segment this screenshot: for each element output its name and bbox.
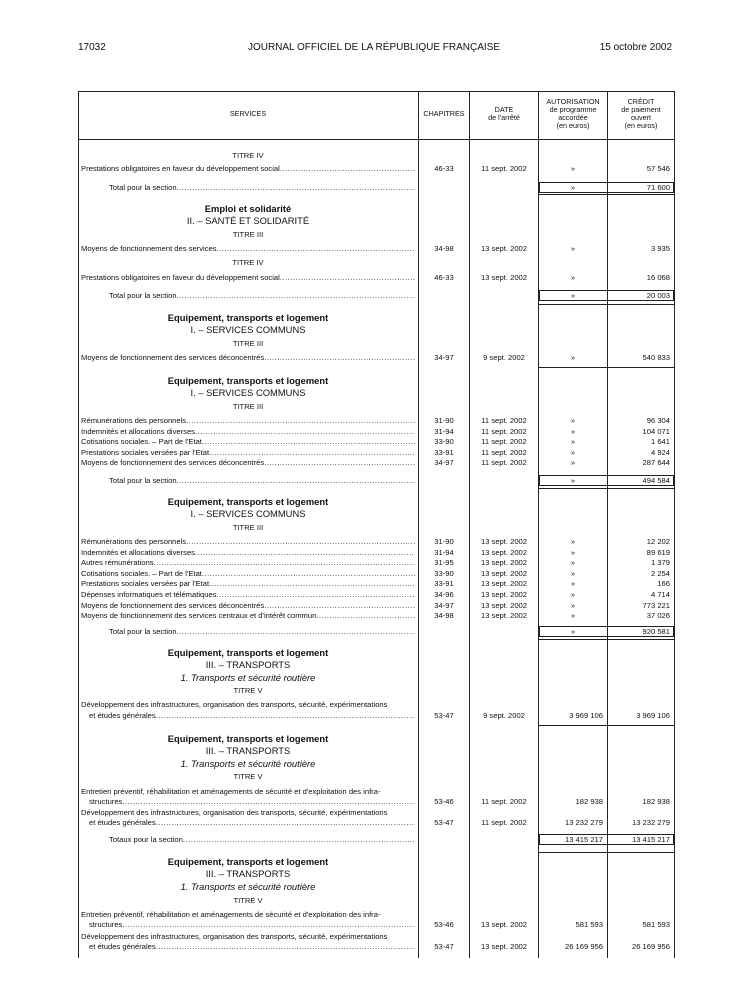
- credit-cell: 13 232 279: [631, 818, 670, 827]
- date-cell: 11 sept. 2002: [481, 164, 527, 173]
- credit-cell: 3 969 106: [636, 711, 670, 720]
- date-cell: 13 sept. 2002: [480, 537, 528, 546]
- credit-cell: 3 935: [650, 244, 670, 253]
- titre-label: TITRE IV: [232, 151, 264, 160]
- row-label-line: Développement des infrastructures, organisation des transports, sécurité, expérimentations: [81, 700, 388, 709]
- autorisation-cell: 13 232 279: [564, 818, 603, 827]
- date-cell: 13 sept. 2002: [480, 579, 528, 589]
- table-row: Autres rémunérations .....: [81, 558, 415, 567]
- table-row: Prestations obligatoires en faveur du développement social .....: [81, 164, 415, 173]
- block-rule: [538, 639, 674, 640]
- subsection-title: 1. Transports et sécurité routière: [180, 758, 316, 769]
- autorisation-cell: »: [570, 476, 576, 485]
- chapter-cell: 53-46: [434, 797, 454, 806]
- titre-label: TITRE III: [232, 523, 264, 532]
- subsection-title: 1. Transports et sécurité routière: [180, 881, 316, 892]
- autorisation-cell: »: [570, 537, 576, 546]
- section-subtitle: I. – SERVICES COMMUNS: [190, 508, 306, 519]
- credit-cell: 26 169 956: [631, 942, 670, 951]
- chapter-cell: 53-46: [434, 920, 454, 929]
- block-rule: [538, 194, 674, 195]
- credit-cell: 494 584: [642, 476, 670, 485]
- chapter-cell: 34-98: [434, 611, 454, 621]
- chapter-cell: 31-95: [434, 558, 454, 568]
- table-row: Cotisations sociales. – Part de l'Etat .....: [81, 437, 415, 446]
- credit-cell: 71 600: [646, 183, 670, 192]
- section-subtitle: I. – SERVICES COMMUNS: [190, 387, 306, 398]
- table-row: Moyens de fonctionnement des services déconcentrés .....: [81, 601, 415, 610]
- col-rule: [674, 91, 675, 958]
- chapter-cell: 34-96: [434, 590, 454, 599]
- titre-label: TITRE III: [232, 230, 264, 239]
- chapter-cell: 34-97: [434, 600, 454, 610]
- chapter-cell: 53-47: [434, 942, 454, 951]
- col-header-autorisation: AUTORISATION de programme accordée (en euros): [546, 97, 600, 130]
- date-cell: 13 sept. 2002: [480, 244, 528, 253]
- table-top-rule: [78, 91, 674, 92]
- autorisation-cell: »: [570, 568, 576, 578]
- section-title: Equipement, transports et logement: [167, 496, 329, 507]
- credit-cell: 4 714: [650, 590, 670, 599]
- table-row: structures .....: [89, 920, 415, 929]
- col-header-credit: CRÉDIT de paiement ouvert (en euros): [621, 97, 661, 130]
- autorisation-cell: »: [570, 627, 576, 636]
- block-rule: [538, 367, 674, 368]
- credit-cell: 1 379: [650, 558, 670, 568]
- section-subtitle: III. – TRANSPORTS: [205, 868, 291, 879]
- credit-cell: 166: [657, 579, 670, 589]
- table-row: et études générales .....: [89, 942, 415, 951]
- date-cell: 11 sept. 2002: [481, 426, 527, 436]
- titre-label: TITRE III: [232, 339, 264, 348]
- date-cell: 13 sept. 2002: [480, 273, 528, 282]
- col-header-services: SERVICES: [229, 109, 267, 118]
- date-cell: 11 sept. 2002: [481, 458, 527, 467]
- date-cell: 11 sept. 2002: [481, 797, 527, 806]
- autorisation-cell: »: [570, 447, 576, 457]
- date-cell: 9 sept. 2002: [483, 711, 525, 720]
- date-cell: 11 sept. 2002: [481, 447, 527, 457]
- credit-cell: 581 593: [642, 920, 670, 929]
- date-cell: 13 sept. 2002: [480, 547, 528, 557]
- autorisation-cell: »: [570, 291, 576, 300]
- credit-cell: 540 833: [642, 353, 670, 362]
- header-rule: [78, 139, 674, 140]
- autorisation-cell: »: [570, 611, 576, 621]
- autorisation-cell: »: [570, 164, 576, 173]
- credit-cell: 287 644: [642, 458, 670, 467]
- credits-table: [78, 91, 674, 958]
- total-row: Total pour la section .....: [109, 476, 415, 485]
- table-row: Indemnités et allocations diverses .....: [81, 427, 415, 436]
- credit-cell: 773 221: [642, 600, 670, 610]
- autorisation-cell: »: [570, 353, 576, 362]
- chapter-cell: 31-90: [434, 537, 454, 546]
- table-row: Dépenses informatiques et télématiques .....: [81, 590, 415, 599]
- table-row: et études générales .....: [89, 818, 415, 827]
- chapter-cell: 31-94: [434, 547, 454, 557]
- section-title: Emploi et solidarité: [204, 203, 292, 214]
- credit-cell: 12 202: [646, 537, 670, 546]
- date-cell: 11 sept. 2002: [481, 416, 527, 425]
- credit-cell: 920 581: [642, 627, 670, 636]
- autorisation-cell: »: [570, 273, 576, 282]
- credit-cell: 104 071: [642, 426, 670, 436]
- row-label-line: Entretien préventif, réhabilitation et aménagements de sécurité et d'exploitation des infra-: [81, 910, 381, 919]
- row-label-line: Développement des infrastructures, organisation des transports, sécurité, expérimentations: [81, 932, 388, 941]
- autorisation-cell: »: [570, 183, 576, 192]
- table-row: Moyens de fonctionnement des services déconcentrés .....: [81, 458, 415, 467]
- table-row: Moyens de fonctionnement des services centraux et d'intérêt commun .....: [81, 611, 415, 620]
- titre-label: TITRE III: [232, 402, 264, 411]
- autorisation-cell: »: [570, 458, 576, 467]
- table-row: Prestations obligatoires en faveur du développement social .....: [81, 273, 415, 282]
- credit-cell: 16 068: [646, 273, 670, 282]
- date-cell: 11 sept. 2002: [481, 437, 527, 446]
- section-subtitle: III. – TRANSPORTS: [205, 659, 291, 670]
- titre-label: TITRE V: [233, 686, 263, 695]
- page-number: 17032: [78, 42, 106, 53]
- autorisation-cell: 182 938: [575, 797, 603, 806]
- autorisation-cell: 3 969 106: [569, 711, 603, 720]
- col-rule: [538, 91, 539, 958]
- chapter-cell: 33-91: [434, 447, 454, 457]
- credit-cell: 1 641: [650, 437, 670, 446]
- credit-cell: 182 938: [642, 797, 670, 806]
- chapter-cell: 34-97: [434, 353, 454, 362]
- chapter-cell: 34-97: [434, 458, 454, 467]
- chapter-cell: 33-90: [434, 437, 454, 446]
- chapter-cell: 46-33: [434, 273, 454, 282]
- table-row: Prestations sociales versées par l'Etat .....: [81, 579, 415, 588]
- autorisation-cell: »: [570, 600, 576, 610]
- total-row: Total pour la section .....: [109, 627, 415, 636]
- autorisation-cell: »: [570, 590, 576, 599]
- block-rule: [538, 304, 674, 305]
- date-cell: 9 sept. 2002: [483, 353, 525, 362]
- date-cell: 13 sept. 2002: [480, 942, 528, 951]
- total-row: Totaux pour la section .....: [109, 835, 415, 844]
- table-row: Moyens de fonctionnement des services déconcentrés .....: [81, 353, 415, 362]
- total-row: Total pour la section .....: [109, 183, 415, 192]
- date-cell: 11 sept. 2002: [481, 818, 527, 827]
- credit-cell: 57 546: [646, 164, 670, 173]
- chapter-cell: 34-98: [434, 244, 454, 253]
- credit-cell: 2 254: [650, 568, 670, 578]
- section-subtitle: III. – TRANSPORTS: [205, 745, 291, 756]
- section-subtitle: I. – SERVICES COMMUNS: [190, 324, 306, 335]
- table-row: Rémunérations des personnels .....: [81, 537, 415, 546]
- autorisation-cell: »: [570, 416, 576, 425]
- date-cell: 13 sept. 2002: [480, 568, 528, 578]
- chapter-cell: 31-94: [434, 426, 454, 436]
- credit-cell: 20 003: [646, 291, 670, 300]
- total-row: Total pour la section .....: [109, 291, 415, 300]
- table-row: Cotisations sociales. – Part de l'Etat .....: [81, 569, 415, 578]
- autorisation-cell: »: [570, 579, 576, 589]
- journal-title: JOURNAL OFFICIEL DE LA RÉPUBLIQUE FRANÇAISE: [247, 42, 501, 53]
- section-title: Equipement, transports et logement: [167, 647, 329, 658]
- col-rule: [607, 91, 608, 958]
- autorisation-cell: »: [570, 437, 576, 446]
- col-header-chapitres: CHAPITRES: [423, 109, 465, 118]
- block-rule: [538, 725, 674, 726]
- titre-label: TITRE V: [233, 772, 263, 781]
- chapter-cell: 46-33: [434, 164, 454, 173]
- chapter-cell: 53-47: [434, 818, 454, 827]
- block-rule: [538, 488, 674, 489]
- chapter-cell: 31-90: [434, 416, 454, 425]
- publication-date: 15 octobre 2002: [599, 42, 672, 53]
- row-label-line: Développement des infrastructures, organisation des transports, sécurité, expérimentations: [81, 808, 388, 817]
- autorisation-cell: »: [570, 547, 576, 557]
- col-rule: [469, 91, 470, 958]
- table-row: Moyens de fonctionnement des services .....: [81, 244, 415, 253]
- autorisation-cell: »: [570, 244, 576, 253]
- credit-cell: 4 924: [650, 447, 670, 457]
- date-cell: 13 sept. 2002: [480, 558, 528, 568]
- section-title: Equipement, transports et logement: [167, 375, 329, 386]
- table-row: et études générales .....: [89, 711, 415, 720]
- col-header-date: DATE de l'arrêté: [488, 105, 520, 122]
- credit-cell: 89 619: [646, 547, 670, 557]
- row-label-line: Entretien préventif, réhabilitation et aménagements de sécurité et d'exploitation des infra-: [81, 787, 381, 796]
- subsection-title: 1. Transports et sécurité routière: [180, 672, 316, 683]
- credit-cell: 13 415 217: [631, 835, 670, 844]
- table-row: Rémunérations des personnels .....: [81, 416, 415, 425]
- section-title: Equipement, transports et logement: [167, 312, 329, 323]
- credit-cell: 37 026: [646, 611, 670, 621]
- titre-label: TITRE IV: [232, 258, 264, 267]
- date-cell: 13 sept. 2002: [480, 600, 528, 610]
- autorisation-cell: 581 593: [575, 920, 603, 929]
- autorisation-cell: »: [570, 426, 576, 436]
- chapter-cell: 33-91: [434, 579, 454, 589]
- table-row: Prestations sociales versées par l'Etat .....: [81, 448, 415, 457]
- autorisation-cell: 13 415 217: [564, 835, 603, 844]
- chapter-cell: 33-90: [434, 568, 454, 578]
- table-row: structures .....: [89, 797, 415, 806]
- section-title: Equipement, transports et logement: [167, 856, 329, 867]
- section-title: Equipement, transports et logement: [167, 733, 329, 744]
- table-row: Indemnités et allocations diverses .....: [81, 548, 415, 557]
- titre-label: TITRE V: [233, 896, 263, 905]
- section-subtitle: II. – SANTÉ ET SOLIDARITÉ: [186, 215, 310, 226]
- autorisation-cell: »: [570, 558, 576, 568]
- block-rule: [538, 852, 674, 853]
- credit-cell: 96 304: [646, 416, 670, 425]
- autorisation-cell: 26 169 956: [564, 942, 603, 951]
- date-cell: 13 sept. 2002: [480, 611, 528, 621]
- date-cell: 13 sept. 2002: [480, 920, 528, 929]
- col-rule: [418, 91, 419, 958]
- chapter-cell: 53-47: [434, 711, 454, 720]
- date-cell: 13 sept. 2002: [480, 590, 528, 599]
